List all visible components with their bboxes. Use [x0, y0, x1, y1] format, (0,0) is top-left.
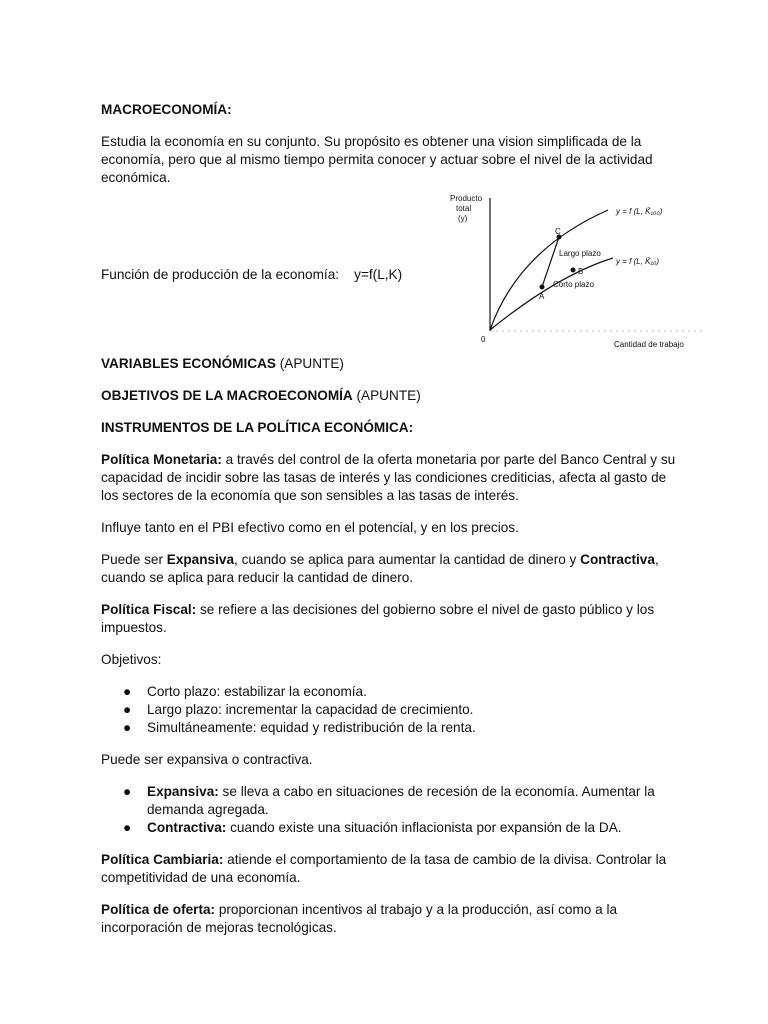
- curve-lower: [490, 258, 613, 330]
- list-item: ● Contractiva: cuando existe una situación inflacionista por expansión de la DA.: [123, 820, 622, 835]
- objetivos-list: [101, 683, 681, 737]
- objetivos-label: Objetivos:: [101, 652, 162, 667]
- point-b-marker: [571, 268, 576, 273]
- production-function-line: [101, 266, 402, 284]
- fiscal-paragraph: Política Fiscal: se refiere a las decisiones del gobierno sobre el nivel de gasto público y los impuestos.: [101, 602, 655, 635]
- graph-svg: [448, 190, 726, 352]
- puede-ser-paragraph: Puede ser Expansiva, cuando se aplica para aumentar la cantidad de dinero y Contractiva, cuando se aplica para reducir la cantidad de dinero.: [101, 552, 659, 585]
- origin-label: 0: [481, 335, 486, 344]
- monetaria-paragraph: Política Monetaria: a través del control de la oferta monetaria por parte del Banco Central y su capacidad de incidir sobre las tasas de interés y las condiciones crediticias, afecta al gasto de los sectores de la economía que son sensibles a las tasas de interés.: [101, 452, 676, 503]
- curve-upper-label: y = f (L, K̄₁₀₀): [616, 207, 663, 216]
- y-label-line2: total: [456, 204, 472, 213]
- production-function-label: Función de producción de la economía:: [101, 267, 340, 282]
- y-label-line1: Producto: [450, 194, 483, 203]
- bullet-icon: ●: [123, 784, 132, 799]
- point-a-marker: [540, 285, 545, 290]
- bullet-icon: ●: [123, 720, 132, 735]
- production-function-formula: y=f(L,K): [354, 267, 403, 282]
- list-item: ● Corto plazo: estabilizar la economía.: [123, 684, 367, 699]
- point-a-label: A: [539, 292, 545, 301]
- influye-paragraph: Influye tanto en el PBI efectivo como en el potencial, y en los precios.: [101, 520, 519, 535]
- long-run-label: Largo plazo: [559, 249, 601, 258]
- tipos-list: [101, 783, 681, 837]
- curve-upper: [490, 210, 608, 330]
- bullet-icon: ●: [123, 702, 132, 717]
- variables-heading: VARIABLES ECONÓMICAS (APUNTE): [101, 356, 344, 371]
- short-run-label: Corto plazo: [553, 280, 594, 289]
- puede-ser-2-paragraph: Puede ser expansiva o contractiva.: [101, 752, 313, 767]
- instrumentos-heading: INSTRUMENTOS DE LA POLÍTICA ECONÓMICA:: [101, 420, 414, 435]
- oferta-paragraph: Política de oferta: proporcionan incentivos al trabajo y a la producción, así como a la incorporación de mejoras tecnológicas.: [101, 902, 618, 935]
- curve-lower-label: y = f (L, K̄₁₀): [616, 257, 660, 266]
- list-item: ● Simultáneamente: equidad y redistribución de la renta.: [123, 720, 476, 735]
- bullet-icon: ●: [123, 820, 132, 835]
- intro-paragraph: Estudia la economía en su conjunto. Su propósito es obtener una vision simplificada de la economía, pero que al mismo tiempo permita conocer y actuar sobre el nivel de la actividad económica.: [101, 134, 653, 185]
- list-item: ● Largo plazo: incrementar la capacidad de crecimiento.: [123, 702, 474, 717]
- objetivos-macro-heading: OBJETIVOS DE LA MACROECONOMÍA (APUNTE): [101, 388, 421, 403]
- page-title: MACROECONOMÍA:: [101, 102, 232, 117]
- x-label: Cantidad de trabajo: [614, 340, 684, 349]
- point-c-label: C: [555, 227, 561, 236]
- point-b-label: B: [578, 267, 584, 276]
- list-item: ● Expansiva: se lleva a cabo en situaciones de recesión de la economía. Aumentar la demanda agregada.: [123, 784, 655, 817]
- cambiaria-paragraph: Política Cambiaria: atiende el comportamiento de la tasa de cambio de la divisa. Controlar la competitividad de una economía.: [101, 852, 667, 885]
- y-label-line3: (y): [458, 214, 468, 223]
- production-function-graph: [448, 190, 726, 352]
- bullet-icon: ●: [123, 684, 132, 699]
